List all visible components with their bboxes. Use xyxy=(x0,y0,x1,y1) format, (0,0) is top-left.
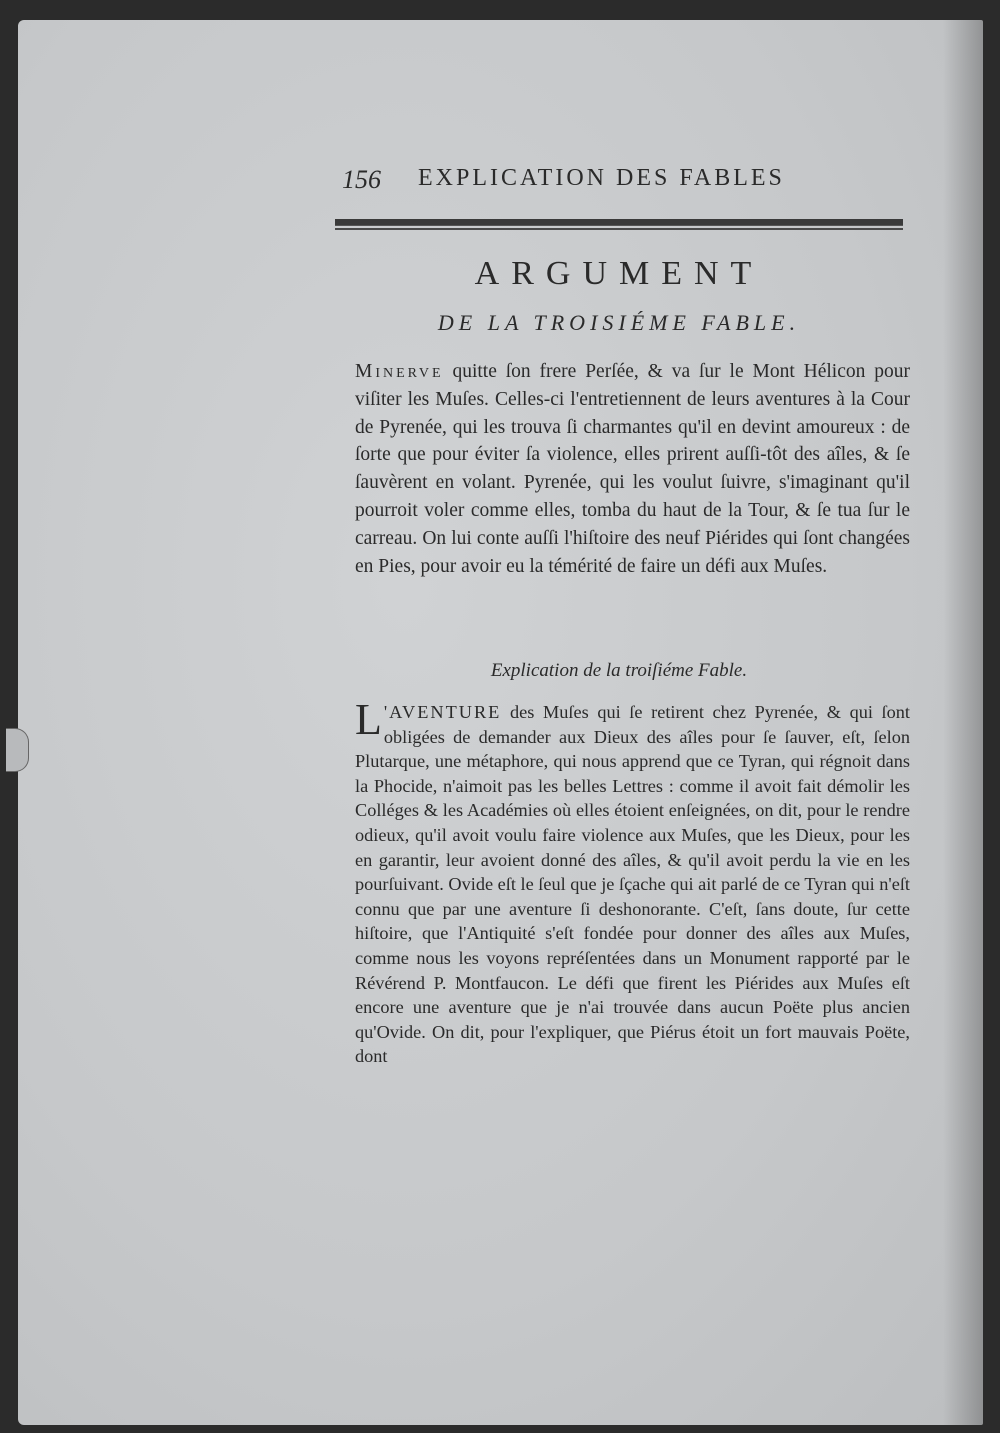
argument-lead-word: Minerve xyxy=(355,361,444,382)
argument-paragraph xyxy=(355,358,910,580)
page-number: 156 xyxy=(342,165,381,194)
explication-text: des Muſes qui ſe retirent chez Pyrenée, & qui ſont obligées de demander aux Dieux des aîles pour ſe ſauver, eſt, ſelon Plutarque, une métaphore, qui nous apprend que ce Tyran, qui régnoit dans la Phocide, n'aimoit pas les belles Lettres : comme il avoit fait démolir les Colléges & les Académies où elles étoient enſeignées, on dit, pour le rendre odieux, qu'il avoit voulu faire violence aux Muſes, que les Dieux, pour les en garantir, leur avoient donné des aîles, & qu'il avoit perdu la vie en les pourſuivant. Ovide eſt le ſeul que je ſçache qui ait parlé de ce Tyran qui n'eſt connu que par une aventure ſi deshonorante. C'eſt, ſans doute, ſur cette hiſtoire, que l'Antiquité s'eſt fondée pour donner des aîles aux Muſes, comme nous les voyons repréſentées dans un Monument rapporté par le Révérend P. Montfaucon. Le défi que firent les Piérides aux Muſes eſt encore une aventure que je n'ai trouvée dans aucun Poëte plus ancien qu'Ovide. On dit, pour l'expliquer, que Piérus étoit un fort mauvais Poëte, dont xyxy=(355,702,910,1067)
explication-paragraph xyxy=(355,695,910,1069)
page-gutter-shadow xyxy=(943,20,983,1425)
running-title: EXPLICATION DES FABLES xyxy=(418,165,785,191)
explication-heading: Explication de la troiſiéme Fable. xyxy=(490,660,748,681)
page-tab-marker xyxy=(6,728,29,772)
explication-lead-word: 'AVENTURE xyxy=(383,702,502,722)
header-rule xyxy=(335,219,903,226)
drop-cap: L xyxy=(355,695,382,744)
header-rule-thin xyxy=(335,228,903,230)
argument-text: quitte ſon frere Perſée, & va ſur le Mont Hélicon pour viſiter les Muſes. Celles-ci l'entretiennent de leurs aventures à la Cour de Pyrenée, qui les trouva ſi charmantes qu'il en devint amoureux : de ſorte que pour éviter ſa violence, elles prirent auſſi-tôt des aîles, & ſe ſauvèrent en volant. Pyrenée, qui les voulut ſuivre, s'imaginant qu'il pourroit voler comme elles, tomba du haut de la Tour, & ſe tua ſur le carreau. On lui conte auſſi l'hiſtoire des neuf Piérides qui ſont changées en Pies, pour avoir eu la témérité de faire un défi aux Muſes. xyxy=(355,361,911,577)
argument-subtitle: DE LA TROISIÉME FABLE. xyxy=(437,310,801,335)
argument-title: ARGUMENT xyxy=(474,255,764,292)
